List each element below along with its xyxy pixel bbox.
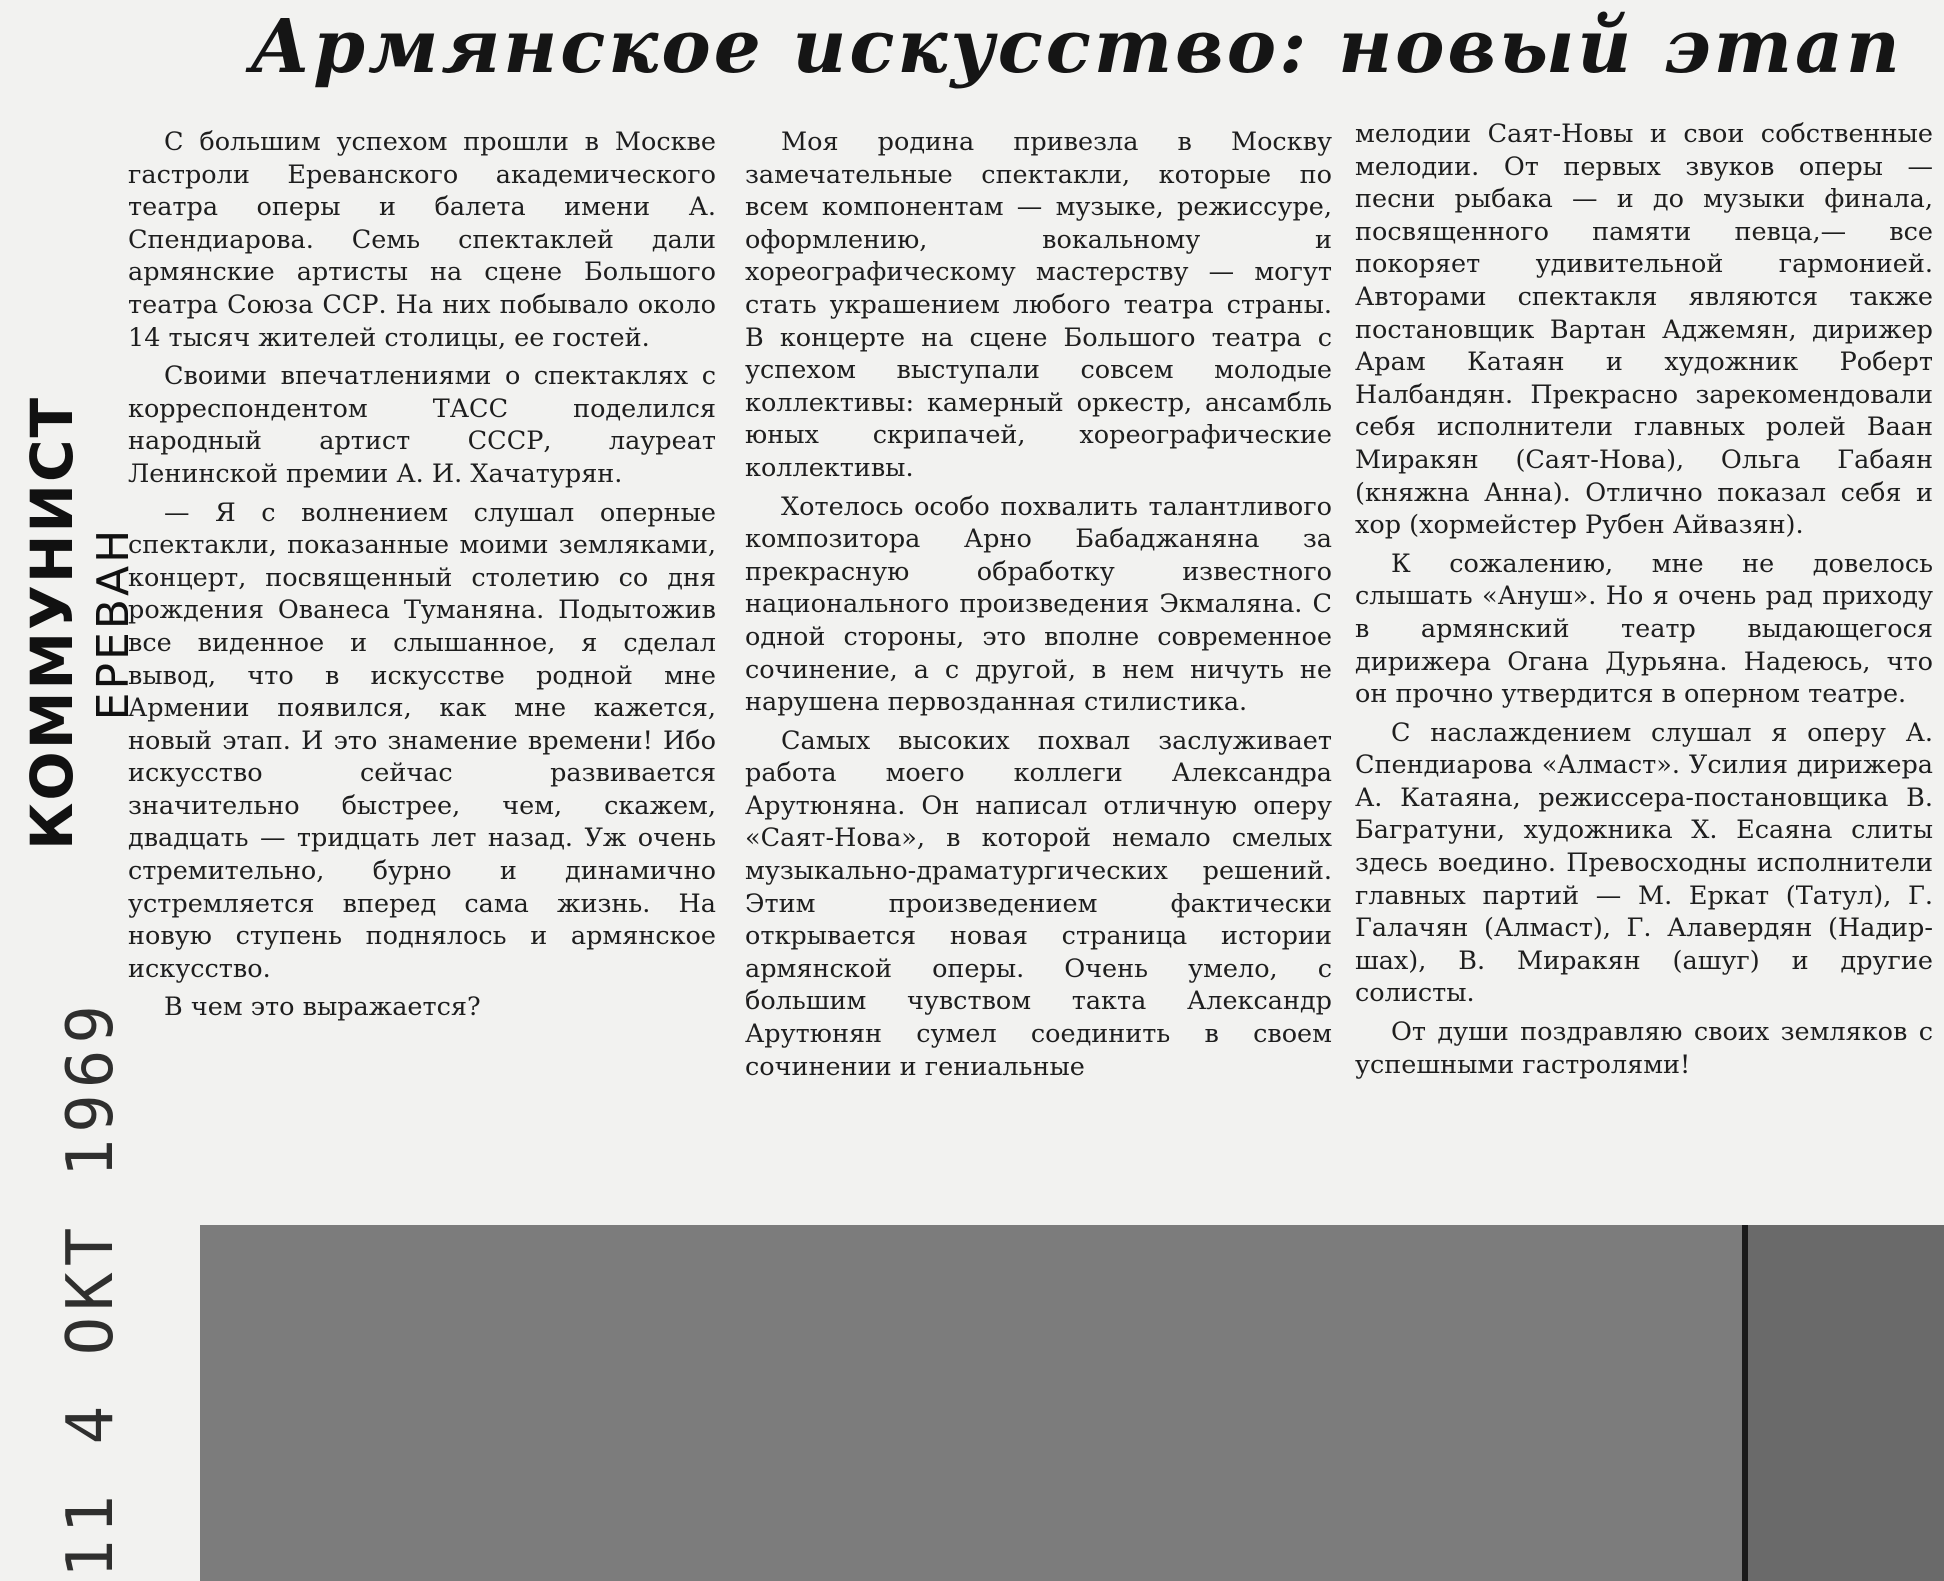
paragraph: От души поздравляю своих земляков с успешными гастролями!: [1355, 1017, 1933, 1080]
paragraph: К сожалению, мне не довелось слышать «Ануш». Но я очень рад приходу в армянский театр выдающегося дирижера Огана Дурьяна. Надеюсь, что он прочно утвердится в оперном театре.: [1355, 548, 1933, 710]
date-stamp: 11 4 ОКТ 1969: [54, 999, 128, 1578]
paragraph: мелодии Саят-Новы и свои собственные мелодии. От первых звуков оперы — песни рыбака — и до музыки финала, посвященного памяти певца,— все покоряет удивительной гармонией. Авторами спектакля являются также постановщик Вартан Аджемян, дирижер Арам Катаян и художник Роберт Налбандян. Прекрасно зарекомендовали себя исполнители главных ролей Ваан Миракян (Саят-Нова), Ольга Габаян (княжна Анна). Отлично показал себя и хор (хормейстер Рубен Айвазян).: [1355, 119, 1933, 541]
background-card: [200, 1225, 1744, 1581]
article-column-2: [745, 126, 1332, 1089]
paragraph: Моя родина привезла в Москву замечательные спектакли, которые по всем компонентам — музыке, режиссуре, оформлению, вокальному и хореографическому мастерству — могут стать украшением любого театра страны. В концерте на сцене Большого театра с успехом выступали совсем молодые коллективы: камерный оркестр, ансамбль юных скрипачей, хореографические коллективы.: [745, 127, 1332, 483]
paragraph: В чем это выражается?: [164, 992, 481, 1023]
paragraph: Самых высоких похвал заслуживает работа моего коллеги Александра Арутюняна. Он написал отличную оперу «Саят-Нова», в которой немало смелых музыкально-драматургических решений. Этим произведением фактически открывается новая страница истории армянской оперы. Очень умело, с большим чувством такта Александр Арутюнян сумел соединить в своем сочинении и гениальные: [745, 725, 1332, 1082]
masthead-city: ЕРЕВАН: [88, 526, 139, 721]
paragraph: С большим успехом прошли в Москве гастроли Ереванского академического театра оперы и балета имени А. Спендиарова. Семь спектаклей дали армянские артисты на сцене Большого театра Союза ССР. На них побывало около 14 тысяч жителей столицы, ее гостей.: [128, 127, 716, 353]
masthead-paper-name: КОММУНИСТ: [18, 395, 86, 850]
paragraph: С наслаждением слушал я оперу А. Спендиарова «Алмаст». Усилия дирижера А. Катаяна, режиссера-постановщика В. Багратуни, художника Х. Есаяна слиты здесь воедино. Превосходны исполнители главных партий — М. Еркат (Татул), Г. Галачян (Алмаст), Г. Алавердян (Надир-шах), В. Миракян (ашуг) и другие солисты.: [1355, 717, 1933, 1009]
paragraph: — Я с волнением слушал оперные спектакли, показанные моими земляками, концерт, посвященный столетию со дня рождения Ованеса Туманяна. Подытожив все виденное и слышанное, я сделал вывод, что в искусстве родной мне Армении появился, как мне кажется, новый этап. И это знамение времени! Ибо искусство сейчас развивается значительно быстрее, чем, скажем, двадцать — тридцать лет назад. Уж очень стремительно, бурно и динамично устремляется вперед сама жизнь. На новую ступень поднялось и армянское искусство.: [128, 497, 716, 984]
article-column-1: [128, 126, 716, 1030]
newspaper-masthead: [18, 197, 139, 850]
article-headline: Армянское искусство: новый этап: [250, 4, 1903, 90]
paragraph: Хотелось особо похвалить талантливого композитора Арно Бабаджаняна за прекрасную обработку известного национального произведения Экмаляна. С одной стороны, это вполне современное сочинение, а с другой, в нем ничуть не нарушена первозданная стилистика.: [745, 491, 1332, 718]
article-column-3: [1355, 118, 1933, 1087]
background-card-right: [1748, 1225, 1944, 1581]
paragraph: Своими впечатлениями о спектаклях с корреспондентом ТАСС поделился народный артист СССР, лауреат Ленинской премии А. И. Хачатурян.: [128, 361, 716, 489]
